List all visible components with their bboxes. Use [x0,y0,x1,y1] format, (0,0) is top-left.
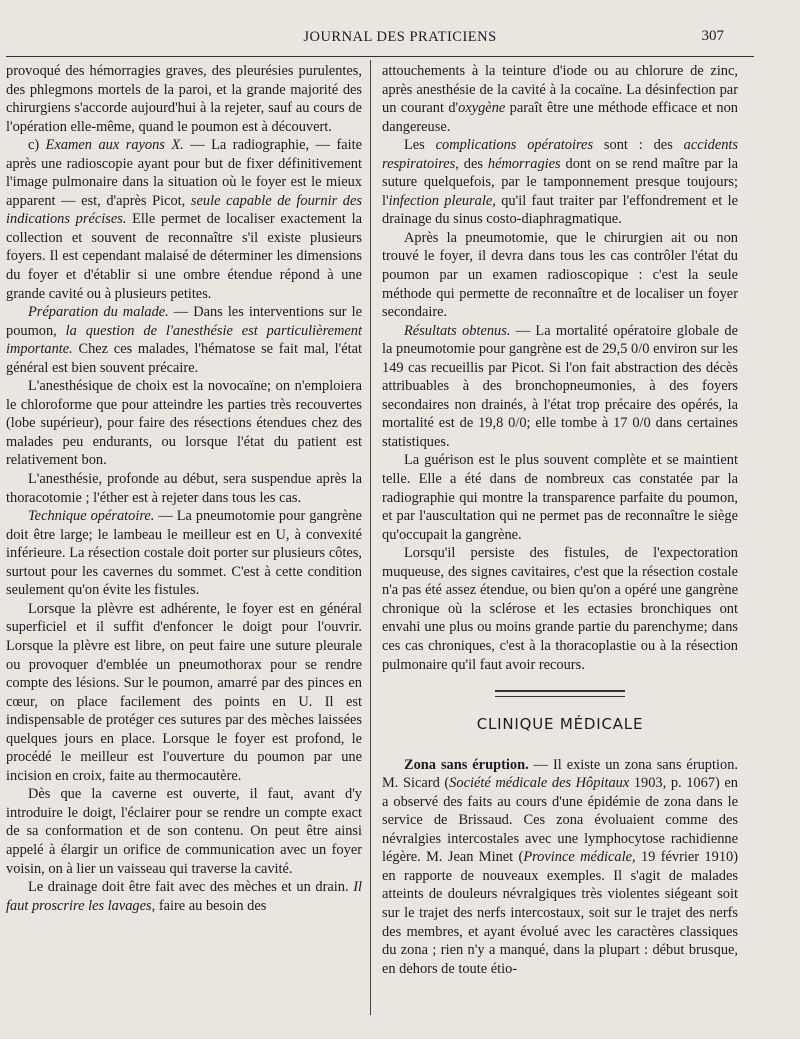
text-run: L'anesthésique de choix est la novocaïne; on n'emploiera le chloroforme que pour atteindre les parties très recouvertes (lobe supérieur), pour faire des résections étendues chez des malades peu endurants, ou lorsque l'état du patient est relativement bon. [6,378,362,469]
paragraph [382,756,738,979]
paragraph [6,62,362,136]
paragraph [382,544,738,674]
italic-text: Province médicale [523,849,633,866]
journal-title: JOURNAL DES PRATICIENS [303,29,497,45]
paragraph [382,451,738,544]
text-run: La guérison est le plus souvent complète et se maintient telle. Elle a été dans de nombreux cas constatée par la radiographie qui montre la transparence parfaite du poumon, et par l'auscultation qui ne permet pas de reconnaître le siège qu'occupait la gangrène. [382,452,738,543]
text-run: sont : des [593,137,684,154]
text-run: 1903, p. 1067) en a observé des faits au cours d'une épidémie de zona dans le service de Brissaud. Ces zona évoluaient comme des névralgies intercostales avec une lymphocytose rachidienne légère. M. Jean Minet ( [382,775,738,866]
text-run: , qu'il faut traiter par l'effondrement et le drainage du sinus costo-diaphragmatique. [382,192,738,228]
text-run: Elle permet de localiser exactement la collection et souvent de reconnaître s'il existe plusieurs foyers. Il est cependant malaisé de déterminer les dimensions du foyer et d'établir si une ombre étendue répond à une grande cavité ou à plusieurs petites. [6,211,362,302]
italic-text: Préparation du malade. [28,304,169,321]
text-run: Le drainage doit être fait avec des mèches et un drain. [28,879,354,896]
paragraph [6,377,362,470]
paragraph [6,470,362,507]
italic-text: accidents respiratoires [382,137,739,172]
text-run: attouchements à la teinture d'iode ou au chlorure de zinc, après anesthésie de la cavité à la cocaïne. La désinfection par un courant d' [382,63,738,117]
italic-text: Société médicale des Hôpitaux [449,775,630,792]
left-column [6,62,362,915]
text-run: — La radiographie, — faite après une radioscopie ayant pour but de fixer définitivement l'image pulmonaire dans la situation où le foyer est le mieux apparent — est, d'après Picot, [6,137,363,209]
paragraph [382,322,738,452]
paragraph [382,62,738,136]
paragraph [382,229,738,322]
text-run: Après la pneumotomie, que le chirurgien ait ou non trouvé le foyer, il devra dans tous les cas contrôler l'état du poumon par un examen radioscopique : c'est la seule méthode qui permette de reconnaître et de localiser un foyer secondaire. [382,229,738,321]
running-header [0,28,800,50]
paragraph [382,136,738,229]
text-run: dont on se rend maître par la suture quelquefois, par le tamponnement presque toujours; l' [382,155,739,209]
text-run: — La pneumotomie pour gangrène doit être large; le lambeau le meilleur est en U, à convexité inférieure. La résection costale doit porter sur plusieurs côtes, surtout pour les cavernes du sommet. C'est à cette condition seulement qu'on évite les fistules. [6,508,362,599]
text-run: paraît être une méthode efficace et non dangereuse. [382,100,738,135]
text-run: — Dans les interventions sur le poumon, [6,304,362,339]
text-run: L'anesthésie, profonde au début, sera suspendue après la thoracotomie ; l'éther est à rejeter dans tous les cas. [6,471,362,506]
right-column [382,62,738,978]
section-divider [495,690,625,697]
text-run: Les [404,137,436,154]
text-run: — La mortalité opératoire globale de la pneumotomie pour gangrène est de 29,5 0/0 environ sur les 149 cas recueillis par Picot. Si l'on fait abstraction des décès attribuables à des bronchopneumonies, à des foyers secondaires non drainés, à l'état trop précaire des opérés, la mortalité est de 19,8 0/0; elle tombe à 17 0/0 dans certaines statistiques. [382,322,738,450]
text-run: , 19 février 1910) en rapporte de nouveaux exemples. Il s'agit de malades atteints de douleurs névralgiques très violentes siégeant soit sur le trajet des nerfs intercostaux, soit sur le trajet des nerfs des membres, et ayant évolué avec les caractères classiques du zona ; rien n'y a manqué, dans la plupart : début brusque, en dehors de toute étio- [382,849,739,977]
paragraph [6,600,362,785]
text-run: , des [455,155,488,172]
bold-lead-text: Zona sans éruption. [404,756,529,773]
text-run: Chez ces malades, l'hématose se fait mal, l'état général est bien souvent précaire. [6,341,362,376]
header-rule [6,56,754,57]
paragraph [6,878,362,915]
italic-text: Technique opératoire. [28,508,155,525]
paragraph [6,785,362,878]
text-run: — Il existe un zona sans éruption. M. Sicard ( [382,756,738,792]
italic-text: Il faut proscrire les lavages [6,879,362,914]
page-number: 307 [701,28,724,44]
text-run: c) [28,137,46,154]
text-run: Lorsqu'il persiste des fistules, de l'expectoration muqueuse, des signes cavitaires, c'est que la résection costale n'a pas été assez étendue, ou bien qu'on a opéré une gangrène chronique où la sclérose et les ectasies bronchiques ont envahi une plus ou moins grande partie du parenchyme; dans ces cas chroniques, c'est à la thoracoplastie ou à la résection pulmonaire qu'il faut avoir recours. [382,545,738,673]
italic-text: infection pleurale [388,192,493,209]
paragraph [6,136,362,303]
text-run: provoqué des hémorragies graves, des pleurésies purulentes, des phlegmons mortels de la paroi, et la grande majorité des chirurgiens s'accorde aujourd'hui à la rejeter, sauf au cours de l'opération elle-même, quand le poumon est à découvert. [6,63,362,135]
italic-text: hémorragies [487,155,561,172]
italic-text: oxygène [458,100,506,117]
italic-text: Résultats obtenus. [404,322,511,339]
paragraph [6,507,362,600]
italic-text: complications opératoires [435,137,594,154]
text-run: Lorsque la plèvre est adhérente, le foyer est en général superficiel et il suffit d'enfoncer le doigt pour l'ouvrir. Lorsque la plèvre est libre, on peut faire une suture pleurale ou provoquer d'emblée un pneumothorax pour se rendre compte des lésions. Sur le poumon, amarré par des pinces en cœur, on place facilement des points en U. Il est indispensable de protéger ces sutures par des mèches laissées quelques jours en place. Lorsque le foyer est profond, le procédé le meilleur est l'ouverture du poumon par une incision en croix, faite au thermocautère. [6,600,362,784]
text-run: , faire au besoin des [151,897,267,914]
column-divider [370,60,371,1015]
italic-text: la question de l'anesthésie est particulièrement importante. [6,322,362,358]
text-run: Dès que la caverne est ouverte, il faut, avant d'y introduire le doigt, l'éclairer pour se rendre un compte exact de sa conformation et de son contenu. On peut être ainsi appelé à élargir un orifice de communication avec un foyer voisin, on à lier un vaisseau qui traverse la cavité. [6,786,362,877]
italic-text: Examen aux rayons X. [45,137,184,154]
italic-text: seule capable de fournir des indications précises. [6,192,362,228]
section-heading: CLINIQUE MÉDICALE [476,715,644,734]
paragraph [6,303,362,377]
